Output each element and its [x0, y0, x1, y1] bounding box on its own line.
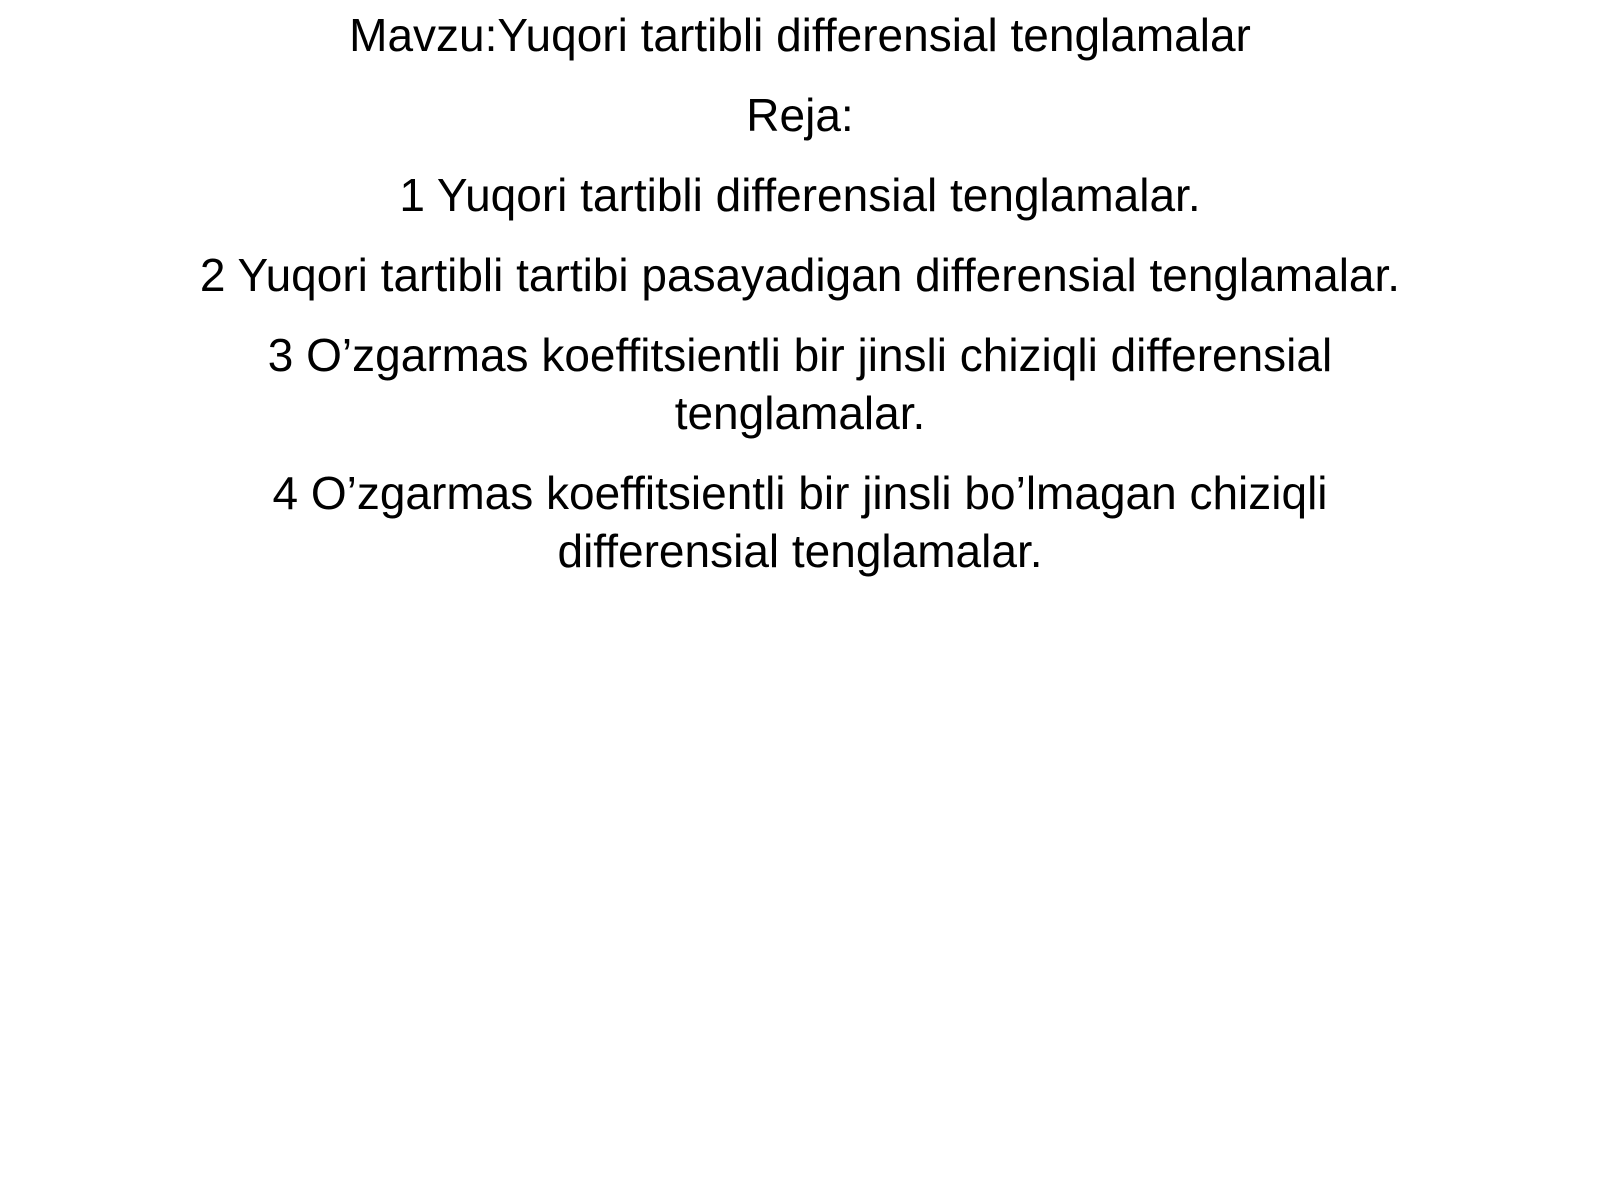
plan-item: [180, 166, 1420, 224]
plan-item-number: 1: [399, 169, 425, 221]
plan-list: [180, 166, 1420, 580]
plan-item-number: 3: [267, 329, 294, 381]
plan-item-number: 4: [272, 467, 299, 519]
plan-item-text: Yuqori tartibli tartibi pasayadigan differensial tenglamalar.: [237, 249, 1401, 301]
plan-item-text: O’zgarmas koeffitsientli bir jinsli chiziqli differensial tenglamalar.: [306, 329, 1333, 439]
slide-content: [180, 0, 1420, 580]
plan-heading: Reja:: [746, 89, 854, 141]
plan-item-text: Yuqori tartibli differensial tenglamalar.: [436, 169, 1201, 221]
plan-item: [180, 246, 1420, 304]
plan-item: [180, 326, 1420, 442]
plan-item: [180, 464, 1420, 580]
plan-item-number: 2: [199, 249, 226, 301]
plan-item-text: O’zgarmas koeffitsientli bir jinsli bo’lmagan chiziqli differensial tenglamalar.: [310, 467, 1328, 577]
slide-title: Mavzu:Yuqori tartibli differensial tenglamalar: [349, 9, 1251, 61]
